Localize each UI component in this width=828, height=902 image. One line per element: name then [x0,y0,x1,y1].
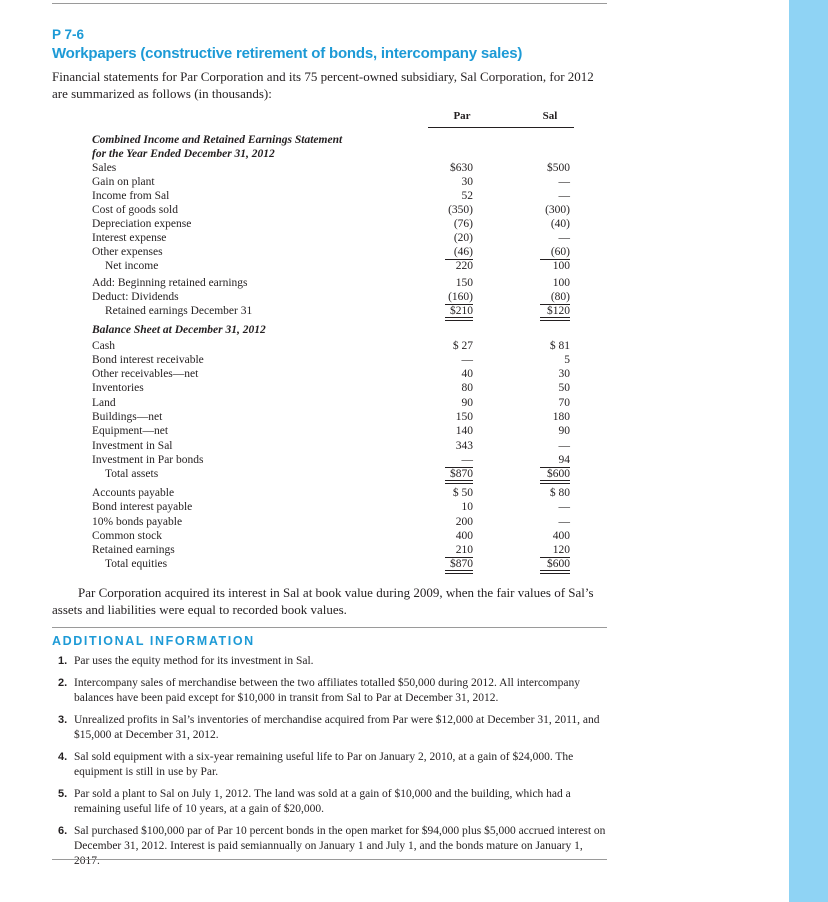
sal-value: (40) [550,218,570,230]
double-underline [540,317,570,321]
par-value: — [461,354,473,366]
item-text: Intercompany sales of merchandise between the two affiliates totalled $50,000 during 2012. All intercompany balances have been paid except for $10,000 in transit from Sal to Par at December 31, 2012. [74,677,580,704]
double-underline [540,570,570,574]
par-value: 210 [455,544,473,556]
row-label: Sales [92,162,117,174]
sal-value: 400 [552,530,570,542]
item-number: 5. [58,788,68,800]
bottom-rule [52,859,607,860]
row-label: Investment in Par bonds [92,454,204,466]
row-label: Add: Beginning retained earnings [92,277,248,289]
additional-info-list [52,654,608,876]
par-value: 30 [461,176,473,188]
problem-title: Workpapers (constructive retirement of bonds, intercompany sales) [52,45,523,62]
item-text: Sal purchased $100,000 par of Par 10 percent bonds in the open market for $94,000 plus $5,000 accrued interest on December 31, 2012. Interest is paid semiannually on January 1 and July 1, and the bonds mature on January 1, 2017. [74,825,606,867]
par-value: (20) [453,232,473,244]
par-value: $630 [450,162,473,174]
par-value: $ 27 [452,340,473,352]
sal-value: $ 81 [549,340,570,352]
sal-value: 180 [552,411,570,423]
list-item [52,787,608,817]
row-label: Cost of goods sold [92,204,178,216]
balance-heading: Balance Sheet at December 31, 2012 [92,324,266,336]
par-value: 150 [455,277,473,289]
item-number: 4. [58,751,68,763]
sal-value: (300) [545,204,570,216]
sal-value: — [558,516,570,528]
column-header-sal: Sal [542,110,558,122]
item-number: 2. [58,677,68,689]
income-subheading: for the Year Ended December 31, 2012 [92,148,275,160]
row-label: Other expenses [92,246,163,258]
row-label: Bond interest payable [92,501,193,513]
par-value: (76) [453,218,473,230]
row-label: Total assets [105,468,159,480]
sal-value: 100 [552,260,570,272]
double-underline [445,317,473,321]
sal-value: $600 [547,558,570,570]
row-label: Other receivables—net [92,368,199,380]
row-label: Investment in Sal [92,440,173,452]
sal-value: $500 [547,162,570,174]
row-label: 10% bonds payable [92,516,183,528]
section-rule [52,627,607,628]
row-label: Deduct: Dividends [92,291,179,303]
par-value: $ 50 [452,487,473,499]
sal-value: $120 [547,305,570,317]
intro-paragraph: Financial statements for Par Corporation and its 75 percent-owned subsidiary, Sal Corporation, for 2012 are summarized as follows (in thousands): [52,69,594,101]
row-label: Accounts payable [92,487,175,499]
par-value: 40 [461,368,473,380]
sal-value: (60) [550,246,570,258]
list-item [52,654,608,669]
row-label: Interest expense [92,232,167,244]
sal-value: 30 [558,368,570,380]
par-value: 200 [455,516,473,528]
item-number: 3. [58,714,68,726]
row-label: Depreciation expense [92,218,192,230]
top-rule [52,3,607,4]
item-number: 6. [58,825,68,837]
row-label: Net income [105,260,159,272]
sal-value: 120 [552,544,570,556]
row-label: Cash [92,340,115,352]
double-underline [445,570,473,574]
sal-value: — [558,232,570,244]
sal-value: — [558,190,570,202]
par-value: (350) [448,204,473,216]
sal-value: $ 80 [549,487,570,499]
sal-value: 70 [558,397,570,409]
par-value: 400 [455,530,473,542]
par-value: (46) [453,246,473,258]
sal-value: — [558,176,570,188]
sal-value: 94 [558,454,570,466]
additional-info-heading: ADDITIONAL INFORMATION [52,634,255,648]
item-text: Unrealized profits in Sal’s inventories of merchandise acquired from Par were $12,000 at December 31, 2011, and $15,000 at December 31, 2012. [74,714,600,741]
par-value: $870 [450,558,473,570]
item-text: Par sold a plant to Sal on July 1, 2012. The land was sold at a gain of $10,000 and the building, which had a remaining useful life of 10 years, at a gain of $20,000. [74,788,571,815]
row-label: Equipment—net [92,425,169,437]
row-label: Inventories [92,382,144,394]
list-item [52,713,608,743]
row-label: Income from Sal [92,190,170,202]
par-value: 10 [461,501,473,513]
par-value: 80 [461,382,473,394]
par-value: 140 [455,425,473,437]
par-value: 220 [455,260,473,272]
row-label: Buildings—net [92,411,163,423]
sal-value: — [558,440,570,452]
double-underline [540,480,570,484]
row-label: Retained earnings [92,544,175,556]
sal-value: 50 [558,382,570,394]
sal-value: — [558,501,570,513]
row-label: Total equities [105,558,168,570]
par-value: 150 [455,411,473,423]
row-label: Bond interest receivable [92,354,204,366]
list-item [52,824,608,869]
row-label: Retained earnings December 31 [105,305,253,317]
item-text: Par uses the equity method for its investment in Sal. [74,655,314,667]
closing-paragraph: Par Corporation acquired its interest in Sal at book value during 2009, when the fair values of Sal’s assets and liabilities were equal to recorded book values. [52,585,594,617]
column-header-par: Par [453,110,471,122]
sal-value: 90 [558,425,570,437]
row-label: Land [92,397,116,409]
double-underline [445,480,473,484]
sal-value: 100 [552,277,570,289]
side-color-bar [789,0,828,902]
income-heading: Combined Income and Retained Earnings Statement [92,134,343,146]
par-value: 52 [461,190,473,202]
sal-value: 5 [564,354,570,366]
sal-value: $600 [547,468,570,480]
par-value: $210 [450,305,473,317]
par-value: 90 [461,397,473,409]
item-text: Sal sold equipment with a six-year remaining useful life to Par on January 2, 2010, at a gain of $24,000. The equipment is still in use by Par. [74,751,574,778]
row-label: Gain on plant [92,176,155,188]
par-value: — [461,454,473,466]
row-label: Common stock [92,530,162,542]
list-item [52,750,608,780]
column-header-rule [428,127,574,128]
par-value: (160) [448,291,473,303]
par-value: $870 [450,468,473,480]
item-number: 1. [58,655,68,667]
sal-value: (80) [550,291,570,303]
par-value: 343 [455,440,473,452]
list-item [52,676,608,706]
problem-id: P 7-6 [52,27,85,42]
